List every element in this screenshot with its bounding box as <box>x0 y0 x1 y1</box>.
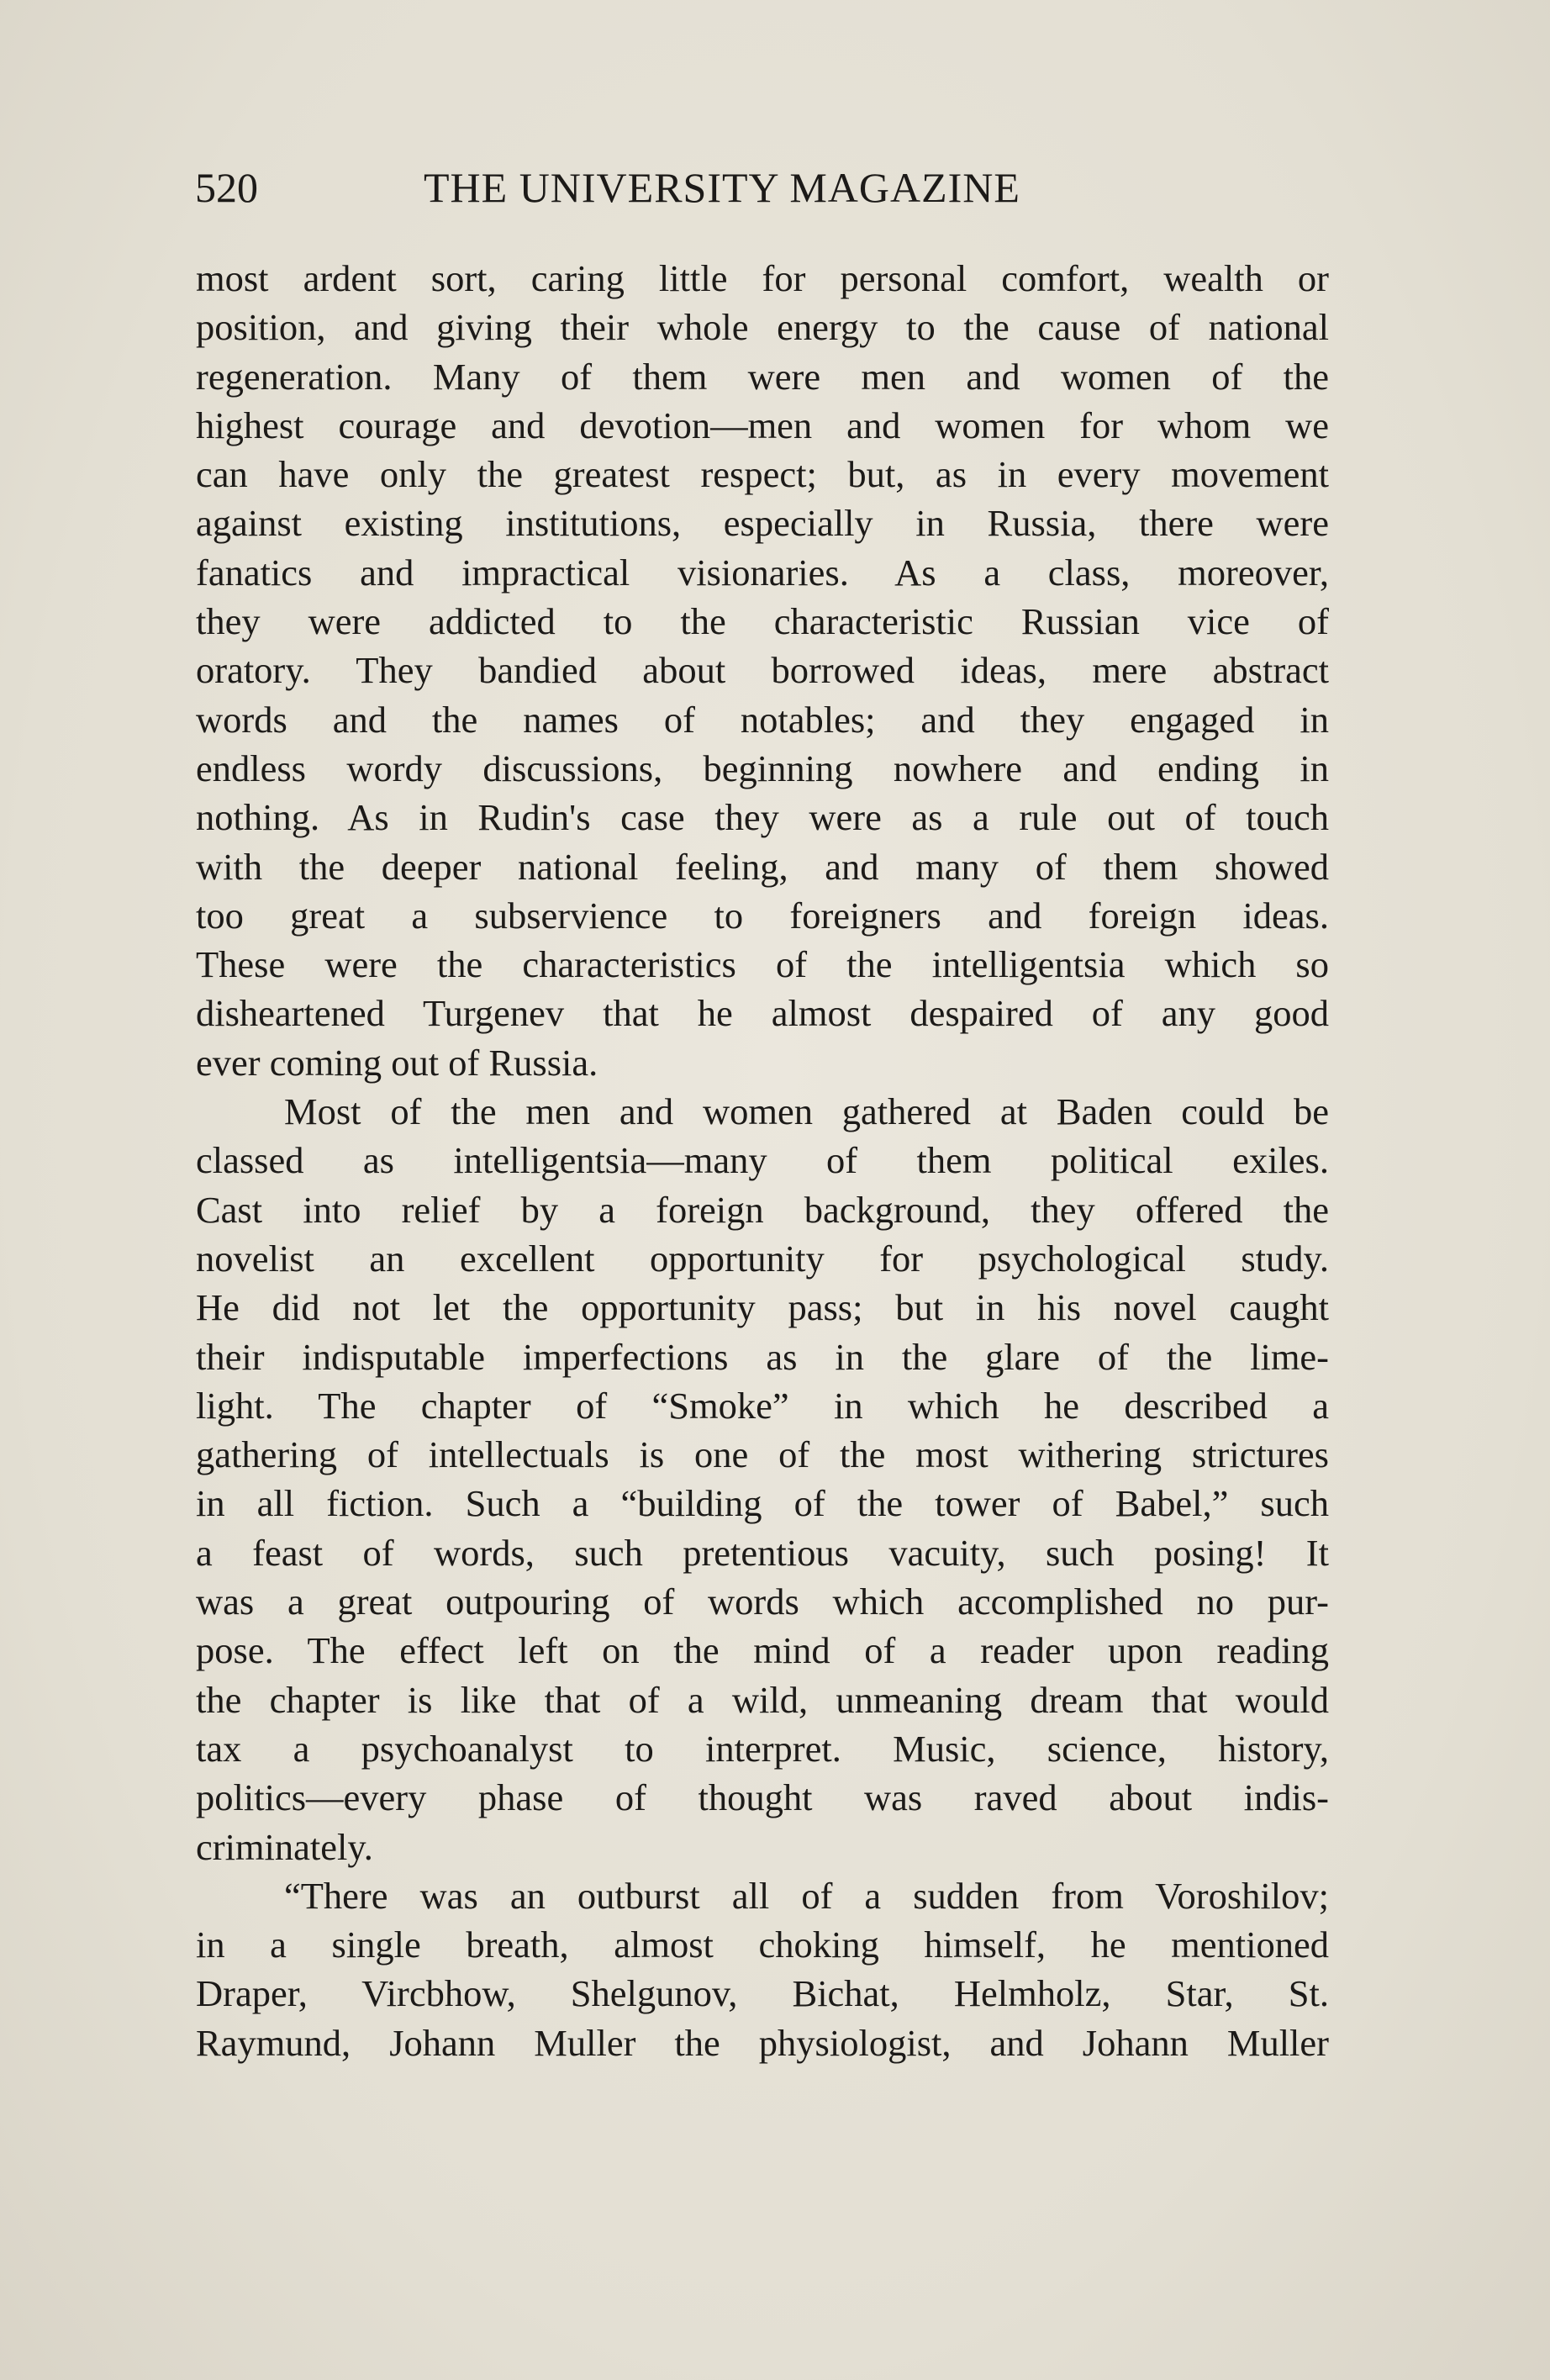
text-line: criminately. <box>196 1825 373 1868</box>
text-line: Most of the men and women gathered at Baden could be <box>284 1090 1329 1133</box>
text-line: position, and giving their whole energy to the cause of national <box>196 306 1329 349</box>
text-line: against existing institutions, especially in Russia, there were <box>196 502 1329 545</box>
text-line: disheartened Turgenev that he almost despaired of any good <box>196 992 1329 1035</box>
paragraph-1 <box>196 254 1329 1087</box>
text-line: highest courage and devotion—men and women for whom we <box>196 404 1329 446</box>
text-line: These were the characteristics of the intelligentsia which so <box>196 943 1329 986</box>
running-title: THE UNIVERSITY MAGAZINE <box>424 164 1020 211</box>
page-header <box>195 158 1330 217</box>
text-line: politics—every phase of thought was raved about indis- <box>196 1776 1329 1819</box>
text-line: Raymund, Johann Muller the physiologist, and Johann Muller <box>196 2021 1329 2064</box>
text-line: was a great outpouring of words which accomplished no pur- <box>196 1581 1329 1623</box>
text-line: can have only the greatest respect; but, as in every movement <box>196 453 1329 496</box>
text-line: Draper, Vircbhow, Shelgunov, Bichat, Helmholz, Star, St. <box>196 1972 1329 2015</box>
text-line: novelist an excellent opportunity for psychological study. <box>196 1237 1329 1280</box>
text-line: endless wordy discussions, beginning nowhere and ending in <box>196 747 1329 789</box>
text-line: Cast into relief by a foreign background, they offered the <box>196 1188 1329 1231</box>
paragraph-2 <box>196 1087 1329 1871</box>
text-line: light. The chapter of “Smoke” in which he described a <box>196 1384 1329 1427</box>
text-line: a feast of words, such pretentious vacuity, such posing! It <box>196 1531 1329 1574</box>
text-line: the chapter is like that of a wild, unmeaning dream that would <box>196 1678 1329 1721</box>
text-line: they were addicted to the characteristic Russian vice of <box>196 600 1329 643</box>
text-line: gathering of intellectuals is one of the most withering strictures <box>196 1433 1329 1476</box>
page-number: 520 <box>195 164 258 211</box>
text-line: their indisputable imperfections as in the glare of the lime- <box>196 1335 1329 1378</box>
text-line: ever coming out of Russia. <box>196 1041 598 1084</box>
text-line: too great a subservience to foreigners and foreign ideas. <box>196 894 1329 937</box>
text-line: “There was an outburst all of a sudden from Voroshilov; <box>284 1874 1329 1917</box>
paragraph-3 <box>196 1871 1329 2067</box>
text-line: classed as intelligentsia—many of them political exiles. <box>196 1139 1329 1182</box>
text-line: He did not let the opportunity pass; but in his novel caught <box>196 1286 1329 1329</box>
text-line: nothing. As in Rudin's case they were as a rule out of touch <box>196 796 1329 839</box>
text-line: regeneration. Many of them were men and women of the <box>196 355 1329 398</box>
text-line: with the deeper national feeling, and many of them showed <box>196 845 1329 888</box>
body-text <box>196 254 1329 2067</box>
text-line: oratory. They bandied about borrowed ideas, mere abstract <box>196 649 1329 692</box>
text-line: words and the names of notables; and they engaged in <box>196 698 1329 741</box>
text-line: in all fiction. Such a “building of the tower of Babel,” such <box>196 1482 1329 1525</box>
text-line: most ardent sort, caring little for personal comfort, wealth or <box>196 257 1329 299</box>
text-line: fanatics and impractical visionaries. As a class, moreover, <box>196 551 1329 594</box>
text-line: in a single breath, almost choking himself, he mentioned <box>196 1924 1329 1966</box>
text-line: pose. The effect left on the mind of a reader upon reading <box>196 1629 1329 1672</box>
text-line: tax a psychoanalyst to interpret. Music, science, history, <box>196 1727 1329 1770</box>
